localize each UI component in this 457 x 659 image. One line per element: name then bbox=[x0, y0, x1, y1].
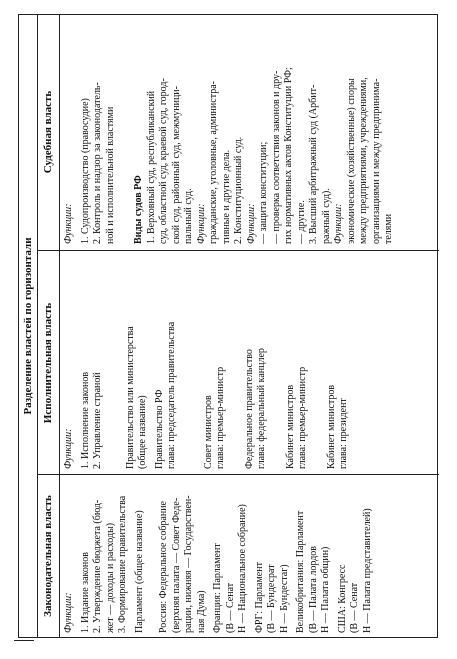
legislative-usa: (В — Сенат bbox=[349, 582, 360, 633]
court-2-function: гих нормативных актов Конституции РФ; bbox=[283, 67, 294, 244]
header-judicial: Судебная власть bbox=[42, 90, 54, 174]
legislative-general-name: Парламент (общее название) bbox=[133, 510, 145, 633]
header-legislative: Законодательная власть bbox=[42, 495, 54, 617]
court-1-functions-label: Функции: bbox=[195, 203, 207, 244]
executive-russia: глава: председатель правительства bbox=[166, 321, 177, 469]
legislative-uk: Н — Палата общин) bbox=[320, 546, 331, 633]
executive-uk: Кабинет министров bbox=[284, 384, 296, 469]
header-executive: Исполнительная власть bbox=[42, 302, 54, 424]
legislative-russia: Россия: Федеральное собрание bbox=[158, 501, 169, 633]
court-3-function: телями bbox=[383, 213, 394, 244]
judicial-function: 1. Судопроизводство (правосудие) bbox=[79, 98, 91, 244]
executive-uk: глава: премьер-министр bbox=[297, 366, 308, 469]
court-3-functions-label: Функции: bbox=[333, 203, 344, 244]
legislative-functions-label: Функции: bbox=[63, 592, 74, 633]
legislative-function: 3. Формирование правительства bbox=[117, 495, 128, 633]
court-3: 3. Высший арбитражный суд (Арбит- bbox=[308, 84, 319, 244]
court-3-function: между предприятиями, учреждениями, bbox=[358, 77, 369, 244]
court-3-function: экономические (хозяйственные) споры bbox=[345, 78, 357, 244]
legislative-russia: рации, нижняя — Государствен- bbox=[183, 495, 194, 633]
rotated-table-page bbox=[18, 14, 438, 638]
executive-general-name: Правительство или министерства bbox=[124, 326, 136, 469]
legislative-russia: (верхняя палата — Совет Феде- bbox=[170, 497, 182, 633]
executive-russia: Правительство РФ bbox=[153, 389, 165, 469]
executive-france: глава: премьер-министр bbox=[215, 366, 226, 469]
legislative-function: жет — доходы и расходы) bbox=[104, 522, 116, 633]
executive-germany: Федеральное правительство bbox=[243, 349, 255, 469]
executive-functions-label: Функции: bbox=[63, 428, 74, 469]
judicial-function: 2. Контроль и надзор за законодатель- bbox=[92, 82, 103, 244]
legislative-russia: ная Дума) bbox=[195, 590, 207, 633]
legislative-germany: Н — Бундестаг) bbox=[278, 564, 290, 633]
legislative-germany: ФРГ: Парламент bbox=[253, 562, 265, 633]
executive-function: 1. Исполнение законов bbox=[79, 371, 91, 469]
legislative-usa: США: Конгресс bbox=[336, 564, 348, 633]
legislative-column bbox=[63, 481, 374, 633]
legislative-uk: (В — Палата лордов bbox=[307, 545, 319, 633]
executive-function: 2. Управление страной bbox=[92, 372, 103, 469]
court-2-functions-label: Функции: bbox=[245, 203, 257, 244]
legislative-uk: Великобритания: Парламент bbox=[295, 510, 306, 633]
executive-usa: глава: президент bbox=[338, 398, 349, 469]
court-2-function: — защита конституции; bbox=[258, 141, 269, 244]
executive-germany: глава: федеральный канцлер bbox=[256, 348, 267, 469]
executive-france: Совет министров bbox=[202, 395, 214, 469]
legislative-function: 1. Издание законов bbox=[79, 552, 91, 633]
court-3-function: организациями и между предпринима- bbox=[370, 78, 382, 244]
court-1: 1. Верховный суд, республиканский bbox=[145, 90, 157, 244]
page-edge-rule bbox=[14, 640, 34, 641]
court-1: суд, областной суд, краевой суд, город- bbox=[158, 78, 169, 244]
legislative-germany: (В — Бундесрат bbox=[266, 564, 277, 633]
judicial-function: ной и исполнительной властями bbox=[104, 106, 116, 244]
separation-of-powers-table bbox=[18, 14, 438, 638]
courts-title: Виды судов РФ bbox=[133, 175, 144, 244]
court-2-function: — другие. bbox=[295, 200, 307, 244]
executive-column bbox=[63, 257, 351, 469]
legislative-france: Франция: Парламент bbox=[212, 543, 223, 633]
court-1-function: тивные и другие дела. bbox=[220, 149, 232, 244]
court-2-function: — проверка соответствия законов и дру- bbox=[270, 70, 282, 244]
judicial-column bbox=[63, 19, 396, 244]
legislative-function: 2. Утверждение бюджета (бюд- bbox=[92, 499, 103, 633]
legislative-usa: Н — Палата представителей) bbox=[361, 508, 373, 633]
executive-general-name: (общее название) bbox=[137, 395, 148, 469]
legislative-france: Н — Национальное собрание) bbox=[237, 504, 248, 633]
court-1-function: гражданские, уголовные, администра- bbox=[208, 81, 219, 244]
court-1: ской суд, районный суд, межмуници- bbox=[170, 86, 182, 244]
court-2: 2. Конституционный суд. bbox=[233, 136, 244, 244]
column-divider-2 bbox=[37, 250, 439, 251]
header-divider bbox=[59, 15, 60, 637]
table-title: Разделение властей по горизонтали bbox=[22, 237, 34, 415]
court-1: пальный суд. bbox=[183, 188, 194, 244]
court-3: ражный суд). bbox=[320, 188, 332, 244]
executive-usa: Кабинет министров bbox=[325, 384, 337, 469]
column-divider-1 bbox=[37, 474, 439, 475]
judicial-functions-label: Функции: bbox=[63, 203, 74, 244]
legislative-france: (В — Сенат bbox=[224, 582, 236, 633]
